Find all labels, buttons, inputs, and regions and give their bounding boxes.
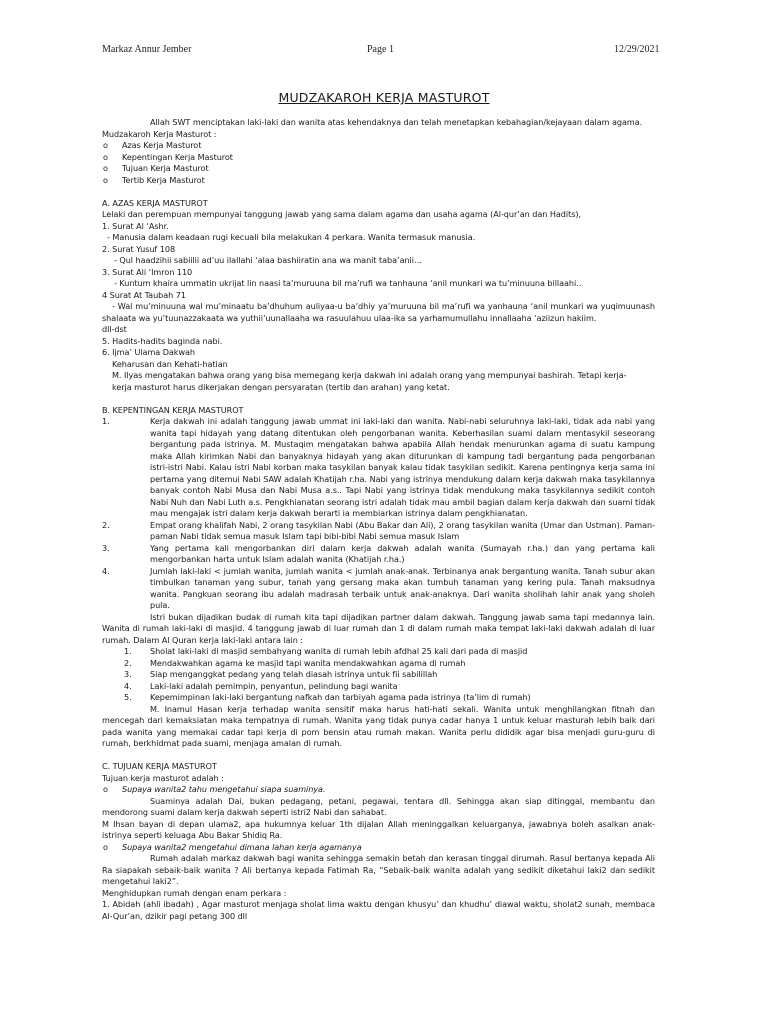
section-b-paragraph: Istri bukan dijadikan budak di rumah kita tapi dijadikan partner dalam dakwah. Tanggung jawab sama tapi medannya lain. Wanita di rumah laki-laki di masjid. 4 tanggung jawab di luar rumah dan 1 di dalam rumah maka tempat laki-laki dakwah adalah di luar rumah. Dalam Al Quran kerja laki-laki antara lain : [102,611,655,645]
section-a-line: - Wal mu’minuuna wal mu’minaatu ba’dhuhum auliyaa-u ba’dhiy ya’muruuna bil ma’rufi wa yanhauna ‘anil munkari wa yuqimuunash shalaata wa yu’tuunazzakaata wa yuthii’uunallaaha wa rasuulahuu ulaa-ika sa yarhamumullahu innallaaha ‘aziizun hakiim. [102,301,655,323]
section-a-line: - Qul haadzihii sabiilii ad’uu ilallahi ‘alaa bashiiratin ana wa manit taba’anii… [114,255,423,265]
section-a-line: M. Ilyas mengatakan bahwa orang yang bisa memegang kerja dakwah ini adalah orang yang mempunyai bashirah. Tetapi kerja- [112,370,627,380]
list-item: Mendakwahkan agama ke masjid tapi wanita mendakwahkan agama di rumah [150,657,466,668]
section-a-line: 1. Surat Al ‘Ashr. [102,220,169,231]
list-item: Kepentingan Kerja Masturot [122,151,233,162]
section-b-sublist: 1. Sholat laki-laki di masjid sembahyang wanita di rumah lebih afdhal 25 kali dari pada di masjid 2. Mendakwahkan agama ke masjid tapi wanita mendakwahkan agama di rumah 3. Siap menganggkat pedang yang telah diasah istrinya untuk fii sabilillah 4. Laki-laki adalah pemimpin, penyantun, pelindung bagi wanita 5. Kepemimpinan laki-laki bergantung nafkah dan tarbiyah agama pada istrinya (ta’lim di rumah) [124,646,531,702]
section-b-item: 1. Kerja dakwah ini adalah tanggung jawab ummat ini laki-laki dan wanita. Nabi-nabi seluruhnya laki-laki, tidak ada nabi yang wanita tapi hidayah yang datang ditentukan oleh pengorbanan wanita. Keberhasilan suami dalam mentasykil seseorang bergantung pada istrinya. M. Mustaqim mengatakan bahwa apabila Allah hendak menurunkan agama di suatu kampung maka Allah kirimkan Nabi dan banyaknya hidayah yang akan diturunkan di kampung tadi bergantung pada pengorbanan istri-istri Nabi. Kalau istri Nabi korban maka tasykilan banyak kalau tidak tasykilan sedikit. Karena pentingnya kerja sama ini pertama yang ditemui Nabi SAW adalah Khatijah r.ha. Nabi yang istrinya mendukung dalam kerja dakwah maka tasykilannya banyak contoh Nabi Musa dan Nabi Musa a.s.. Tapi Nabi yang istrinya tidak mendukung maka tasykilannya sedikit contoh Nabi Nuh dan Nabi Luth a.s. Pengkhianatan seorang istri adalah tidak mau ambil bagian dalam kerja dakwah dan suami tidak mau mengajak istri dalam kerja dakwah berarti ia membiarkan istrinya dalam pengkhianatan. [102,416,655,518]
bullet-circle-icon: o [103,784,108,794]
list-item: Siap menganggkat pedang yang telah diasah istrinya untuk fii sabilillah [150,669,438,679]
section-a-line: 5. Hadits-hadits baginda nabi. [102,335,223,346]
section-b-item: 2. Empat orang khalifah Nabi, 2 orang tasykilan Nabi (Abu Bakar dan Ali), 2 orang tasykilan wanita (Umar dan Ustman). Paman-paman Nabi tidak semua masuk Islam tapi bibi-bibi Nabi semua masuk Islam [102,519,655,541]
section-a-heading: A. AZAS KERJA MASTUROT [102,197,208,208]
section-a-line: 6. Ijma’ Ulama Dakwah [102,347,196,357]
section-b-item: 3. Yang pertama kali mengorbankan diri dalam kerja dakwah adalah wanita (Sumayah r.ha.) dan yang pertama kali mengorbankan harta untuk Islam adalah wanita (Khatijah r.ha.) [102,542,655,564]
section-a-line: 2. Surat Yusuf 108 [102,243,176,254]
document-body [102,117,655,922]
bullet-circle-icon: o [103,174,108,185]
list-item: Kepemimpinan laki-laki bergantung nafkah dan tarbiyah agama pada istrinya (ta’lim di rumah) [150,692,531,702]
list-item: Sholat laki-laki di masjid sembahyang wanita di rumah lebih afdhal 25 kali dari pada di masjid [150,646,528,656]
section-a-line: 4 Surat At Taubah 71 [102,289,186,300]
section-c-bullet: Supaya wanita2 tahu mengetahui siapa suaminya. [122,784,326,794]
header-page-number: Page 1 [367,44,394,55]
section-a-line: - Kuntum khaira ummatin ukrijat lin naasi ta’muruuna bil ma’rufi wa tanhauna ‘anil munkari wa tu’minuuna billaahi.. [114,278,582,288]
intro-list-lead: Mudzakaroh Kerja Masturot : [102,128,217,139]
section-c-paragraph: Menghidupkan rumah dengan enam perkara : [102,887,287,898]
section-c-heading: C. TUJUAN KERJA MASTUROT [102,761,217,771]
section-b-item: 4. Jumlah laki-laki < jumlah wanita, jumlah wanita < jumlah anak-anak. Terbinanya anak bergantung wanita. Tanah subur akan timbulkan tanaman yang subur, tanah yang gersang maka akan tumbuh tanaman yang kering pula. Tanah maksudnya wanita. Pangkuan seorang ibu adalah madrasah terbaik untuk anak-anaknya. Dari wanita sholihah lahir anak yang sholeh pula. [102,565,655,610]
header-date: 12/29/2021 [614,44,660,55]
list-item: Azas Kerja Masturot [122,140,202,150]
intro-paragraph: Allah SWT menciptakan laki-laki dan wanita atas kehendaknya dan telah menetapkan kebahagian/kejayaan dalam agama. [150,117,643,127]
section-c-paragraph: 1. Abidah (ahli ibadah) , Agar masturot menjaga sholat lima waktu dengan khusyu’ dan khudhu’ diawal waktu, sholat2 sunah, membaca Al-Qur’an, dzikir pagi petang 300 dll [102,899,655,921]
bullet-circle-icon: o [103,140,108,150]
section-c-paragraph: Suaminya adalah Dai, bukan pedagang, petani, pegawai, tentara dll. Sehingga akan siap ditinggal, membantu dan mendorong suami dalam kerja dakwah seperti istri2 Nabi dan sahabat. [102,795,655,817]
section-b-heading: B. KEPENTINGAN KERJA MASTUROT [102,404,244,415]
list-item: Tertib Kerja Masturot [122,174,205,185]
bullet-circle-icon: o [103,151,108,162]
list-item: Laki-laki adalah pemimpin, penyantun, pelindung bagi wanita [150,680,398,691]
section-a-line: kerja masturot harus dikerjakan dengan persyaratan (tertib dan arahan) yang ketat. [112,381,450,392]
section-a-line: dll-dst [102,324,127,334]
bullet-circle-icon: o [103,163,108,173]
intro-list [102,140,655,186]
section-a-line: 3. Surat Ali ‘Imron 110 [102,266,193,277]
section-c-lead: Tujuan kerja masturot adalah : [102,772,224,783]
document-title: MUDZAKAROH KERJA MASTUROT [278,90,490,105]
bullet-circle-icon: o [103,841,108,852]
section-b-paragraph: M. Inamul Hasan kerja terhadap wanita sensitif maka harus hati-hati sekali. Wanita untuk menghilangkan fitnah dan mencegah dari kemaksiatan maka tempatnya di rumah. Wanita yang tidak punya cadar hanya 1 untuk keluar masturah lebih baik dari pada wanita yang memakai cadar tapi kerja di pom bensin atau rumah makan. Wanita perlu dididik agar bisa menjadi guru-guru di rumah, berkhidmat pada suami, menjaga amalan di rumah. [102,703,655,748]
list-item: Tujuan Kerja Masturot [122,163,209,173]
section-c-bullet: Supaya wanita2 mengetahui dimana lahan kerja agamanya [122,841,362,852]
section-c-paragraph: Rumah adalah markaz dakwah bagi wanita sehingga semakin betah dan kerasan tinggal dirumah. Rasul bertanya kepada Ali Ra siapakah sebaik-baik wanita ? Ali bertanya kepada Fatimah Ra, “Sebaik-baik wanita adalah yang sedikit diketahui laki2 dan sedikit mengetahui laki2”. [102,853,655,886]
section-a-line: - Manusia dalam keadaan rugi kecuali bila melakukan 4 perkara. Wanita termasuk manusia. [107,232,476,242]
section-a-line: Lelaki dan perempuan mempunyai tanggung jawab yang sama dalam agama dan usaha agama (Al-qur’an dan Hadits), [102,209,582,219]
section-a-line: Keharusan dan Kehati-hatian [112,358,228,369]
section-c-paragraph: M Ihsan bayan di depan ulama2, apa hukumnya keluar 1th dijalan Allah meninggalkan keluarganya, jawabnya boleh asalkan anak-istrinya seperti keluaga Abu Bakar Shidiq Ra. [102,818,655,840]
header-left: Markaz Annur Jember [102,44,192,55]
